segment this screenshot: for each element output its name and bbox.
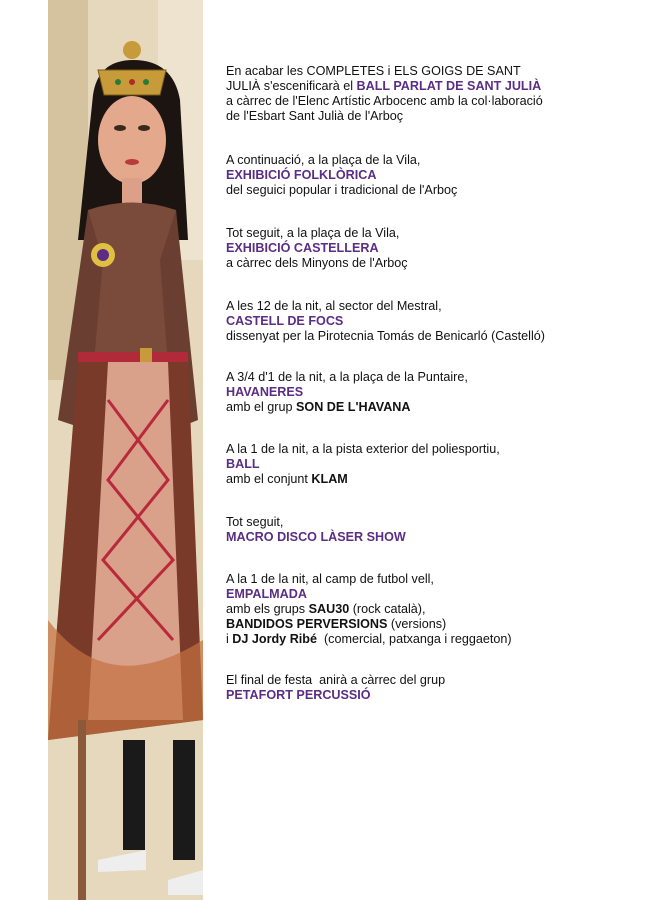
event-intro: A la 1 de la nit, al camp de futbol vell,: [226, 572, 434, 586]
event-title: PETAFORT PERCUSSIÓ: [226, 688, 371, 702]
event-detail: amb el conjunt KLAM: [226, 472, 348, 486]
block-line: de l'Esbart Sant Julià de l'Arboç: [226, 109, 404, 123]
block-line: a càrrec de l'Elenc Artístic Arbocenc amb la col·laboració: [226, 94, 543, 108]
block-line: En acabar les COMPLETES i ELS GOIGS DE SANT: [226, 64, 521, 78]
event-detail: i DJ Jordy Ribé (comercial, patxanga i reggaeton): [226, 632, 512, 646]
event-detail: a càrrec dels Minyons de l'Arboç: [226, 256, 408, 270]
event-intro: A les 12 de la nit, al sector del Mestral,: [226, 299, 442, 313]
event-intro: Tot seguit, a la plaça de la Vila,: [226, 226, 400, 240]
event-title: EXHIBICIÓ FOLKLÒRICA: [226, 168, 377, 182]
program-block-castell-de-focs: [226, 299, 626, 344]
event-detail: dissenyat per la Pirotecnia Tomás de Benicarló (Castelló): [226, 329, 545, 343]
program-block-folklorica: [226, 153, 626, 198]
event-title: MACRO DISCO LÀSER SHOW: [226, 530, 406, 544]
event-detail: del seguici popular i tradicional de l'Arboç: [226, 183, 458, 197]
event-detail: BANDIDOS PERVERSIONS (versions): [226, 617, 447, 631]
program-block-castellera: [226, 226, 626, 271]
event-detail: amb els grups SAU30 (rock català),: [226, 602, 426, 616]
event-title: CASTELL DE FOCS: [226, 314, 344, 328]
giant-figure-illustration: [48, 0, 203, 900]
event-title: BALL: [226, 457, 260, 471]
giant-figure-photo: [48, 0, 203, 900]
event-intro: Tot seguit,: [226, 515, 284, 529]
event-intro: A continuació, a la plaça de la Vila,: [226, 153, 421, 167]
event-title: HAVANERES: [226, 385, 304, 399]
event-detail: amb el grup SON DE L'HAVANA: [226, 400, 411, 414]
program-block-macro-disco: [226, 515, 626, 545]
event-intro: A la 1 de la nit, a la pista exterior del poliesportiu,: [226, 442, 500, 456]
program-block-havaneres: [226, 370, 626, 415]
event-title: BALL PARLAT DE SANT JULIÀ: [356, 79, 542, 93]
block-line: JULIÀ s'escenificarà el BALL PARLAT DE SANT JULIÀ: [226, 79, 542, 93]
event-intro: A 3/4 d'1 de la nit, a la plaça de la Puntaire,: [226, 370, 468, 384]
event-intro: El final de festa anirà a càrrec del grup: [226, 673, 446, 687]
program-block-ball: [226, 442, 626, 487]
event-title: EMPALMADA: [226, 587, 307, 601]
program-block-empalmada: [226, 572, 626, 647]
event-title: EXHIBICIÓ CASTELLERA: [226, 241, 379, 255]
program-block-final: [226, 673, 626, 703]
program-block-ball-parlat: [226, 64, 626, 124]
